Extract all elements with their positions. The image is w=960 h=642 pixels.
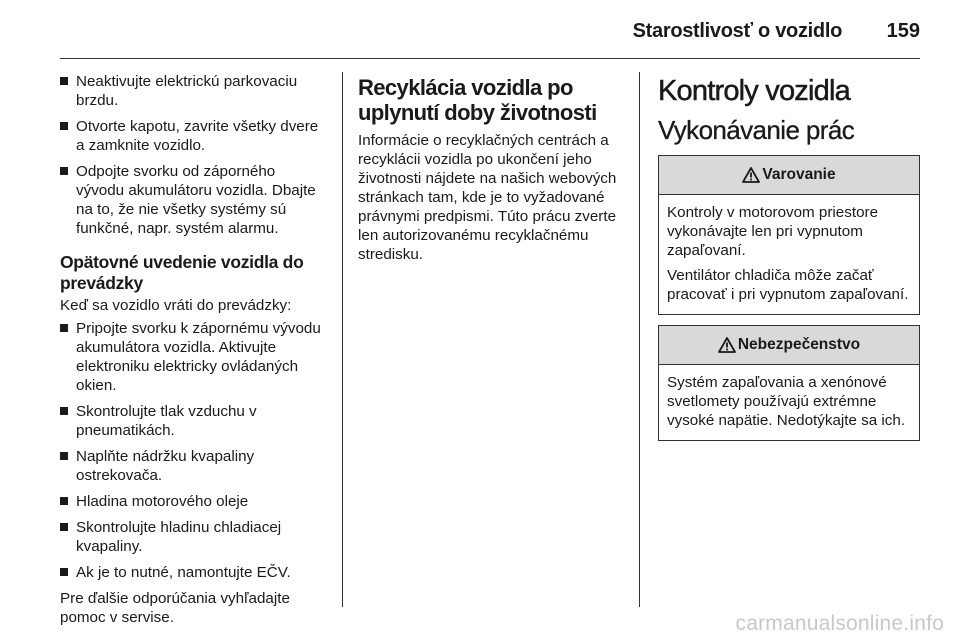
- section-subheading: Vykonávanie prác: [658, 115, 855, 145]
- list-item: Pripojte svorku k zápornému vývodu akumulátora vozidla. Aktivujte elektroniku elektricky ovládaných okien.: [60, 319, 325, 395]
- list-item: Odpojte svorku od záporného vývodu akumulátoru vozidla. Dbajte na to, že nie všetky systémy sú funkčné, napr. systém alarmu.: [60, 162, 325, 238]
- warning-box: [658, 155, 920, 315]
- bullet-list-bottom: [60, 319, 325, 582]
- recycling-heading: Recyklácia vozidla po uplynutí doby životnosti: [358, 75, 597, 125]
- danger-body: [659, 365, 919, 440]
- list-item: Skontrolujte hladinu chladiacej kvapaliny.: [60, 518, 325, 556]
- warning-text-2: Ventilátor chladiča môže začať pracovať i pri vypnutom zapaľovaní.: [667, 267, 909, 303]
- bullet-square-icon: [60, 324, 68, 332]
- section-subheading: Opätovné uvedenie vozidla do prevádzky: [60, 252, 304, 293]
- page-number: 159: [886, 20, 920, 42]
- warning-triangle-icon: [742, 167, 760, 183]
- closing-text: Pre ďalšie odporúčania vyhľadajte pomoc v servise.: [60, 590, 290, 626]
- bullet-square-icon: [60, 167, 68, 175]
- column-2: [358, 72, 626, 268]
- danger-text-1: Systém zapaľovania a xenónové svetlomety používajú extrémne vysoké napätie. Nedotýkajte sa ich.: [667, 374, 906, 429]
- warning-title-bar: [659, 156, 919, 195]
- list-item: Skontrolujte tlak vzduchu v pneumatikách.: [60, 402, 325, 440]
- column-divider-2: [639, 72, 640, 607]
- bullet-square-icon: [60, 407, 68, 415]
- warning-text-1: Kontroly v motorovom priestore vykonávajte len pri vypnutom zapaľovaní.: [667, 204, 879, 259]
- page-header: [60, 0, 920, 59]
- list-item: Otvorte kapotu, zavrite všetky dvere a zamknite vozidlo.: [60, 117, 325, 155]
- warning-body: [659, 195, 919, 314]
- column-divider-1: [342, 72, 343, 607]
- list-item: Hladina motorového oleje: [60, 492, 325, 511]
- warning-triangle-icon: [718, 337, 736, 353]
- bullet-square-icon: [60, 523, 68, 531]
- column-1: [60, 72, 325, 631]
- danger-title: Nebezpečenstvo: [737, 336, 861, 353]
- recycling-text: Informácie o recyklačných centrách a recyklácii vozidla po ukončení jeho životnosti nájdete na našich webových stránkach tam, kde je to vyžadované právnymi predpismi. Túto prácu zverte len autorizovanému recyklačnému stredisku.: [358, 132, 617, 263]
- bullet-square-icon: [60, 497, 68, 505]
- column-3: [658, 72, 920, 451]
- bullet-square-icon: [60, 77, 68, 85]
- bullet-square-icon: [60, 122, 68, 130]
- list-item: Neaktivujte elektrickú parkovaciu brzdu.: [60, 72, 325, 110]
- list-item: Naplňte nádržku kvapaliny ostrekovača.: [60, 447, 325, 485]
- bullet-square-icon: [60, 452, 68, 460]
- header-title: Starostlivosť o vozidlo: [632, 20, 842, 42]
- warning-title: Varovanie: [762, 166, 836, 183]
- watermark: carmanualsonline.info: [735, 612, 944, 635]
- bullet-list-top: [60, 72, 325, 238]
- bullet-square-icon: [60, 568, 68, 576]
- list-item: Ak je to nutné, namontujte EČV.: [60, 563, 325, 582]
- section-heading: Kontroly vozidla: [658, 75, 850, 107]
- danger-title-bar: [659, 326, 919, 365]
- danger-box: [658, 325, 920, 441]
- intro-text: Keď sa vozidlo vráti do prevádzky:: [60, 297, 292, 314]
